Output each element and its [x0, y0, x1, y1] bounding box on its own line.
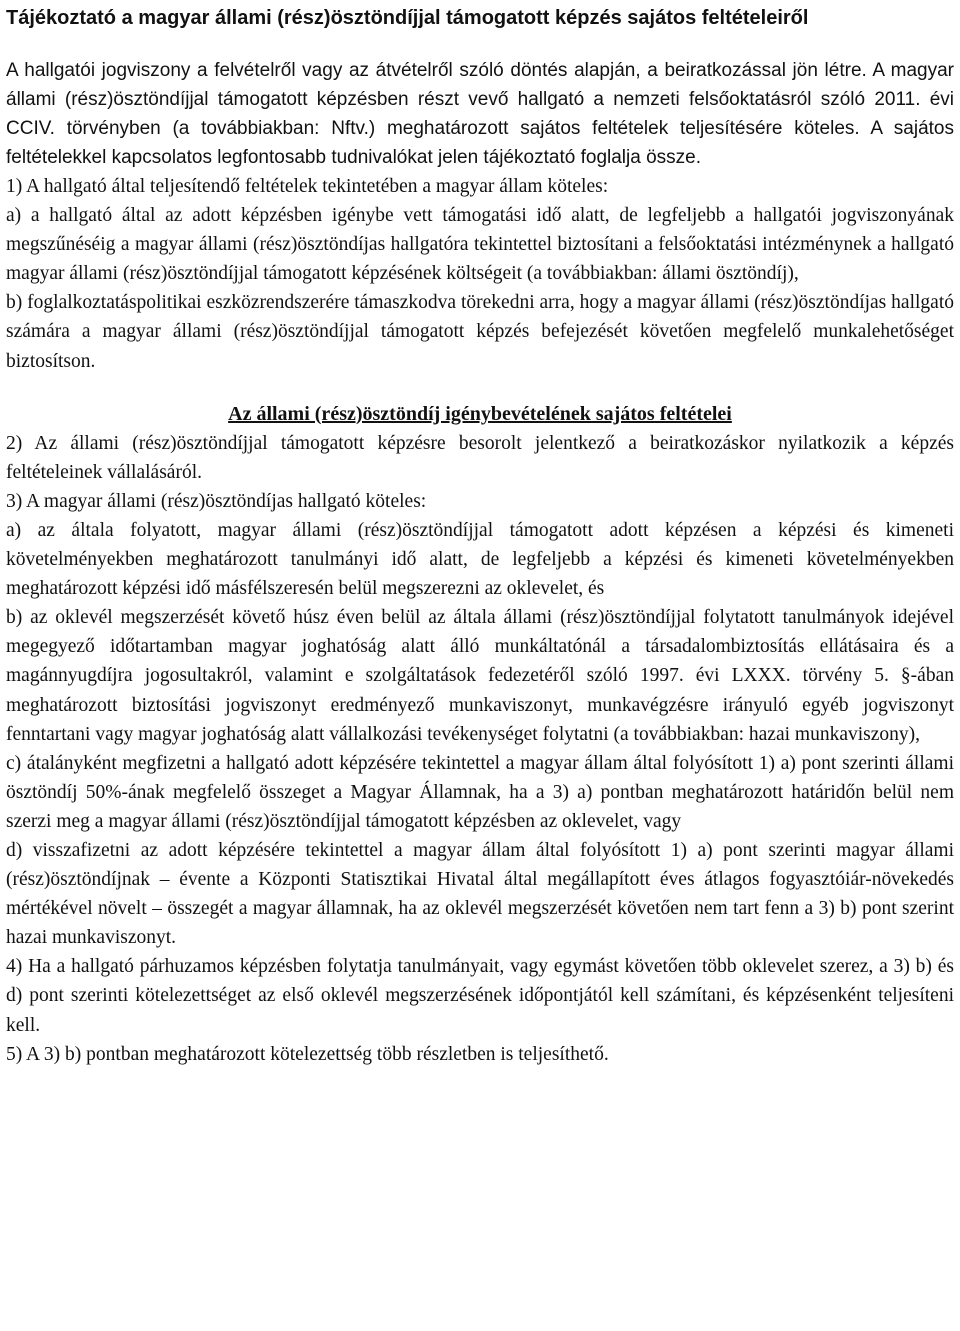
document-title: Tájékoztató a magyar állami (rész)ösztöndíjjal támogatott képzés sajátos feltételeiről [6, 7, 809, 29]
paragraph-4: 4) Ha a hallgató párhuzamos képzésben folytatja tanulmányait, vagy egymást követően több oklevelet szerez, a 3) b) és d) pont szerinti kötelezettséget az első oklevél megszerzésének időpontjától kell számítani, és képzésenként teljesíteni kell. [6, 956, 954, 1036]
paragraph-3-point-b: b) az oklevél megszerzését követő húsz éven belül az általa állami (rész)ösztöndíjjal folytatott tanulmányok idejével megegyező időtartamban magyar joghatóság alatt álló munkáltatónál a társadalombiztosítás ellátásaira és a magánnyugdíjra jogosultakról, valamint e szolgáltatások fedezetéről szóló 1997. évi LXXX. törvény 5. §-ában meghatározott biztosítási jogviszonyt eredményező munkaviszonyt, munkavégzésre irányuló egyéb jogviszonyt fenntartani vagy magyar joghatóság alatt vállalkozási tevékenységet folytatni (a továbbiakban: hazai munkaviszony), [6, 607, 954, 745]
paragraph-2: 2) Az állami (rész)ösztöndíjjal támogatott képzésre besorolt jelentkező a beiratkozáskor nyilatkozik a képzés feltételeinek vállalásáról. [6, 432, 954, 483]
paragraph-3-point-a: a) az általa folyatott, magyar állami (rész)ösztöndíjjal támogatott adott képzésen a képzési és kimeneti követelményekben meghatározott tanulmányi idő alatt, de legfeljebb a képzési és kimeneti követelményekben meghatározott képzési idő másfélszeresén belül megszerezni az oklevelet, és [6, 519, 954, 600]
section1-point-a: a) a hallgató által az adott képzésben igénybe vett támogatási idő alatt, de legfeljebb a hallgatói jogviszonyának megszűnéséig a magyar állami (rész)ösztöndíjas hallgatóra tekintettel biztosítani a felsőoktatási intézménynek a hallgató magyar állami (rész)ösztöndíjjal támogatott képzésének költségeit (a továbbiakban: állami ösztöndíj), [6, 205, 954, 285]
intro-paragraph: A hallgatói jogviszony a felvételről vagy az átvételről szóló döntés alapján, a beiratkozással jön létre. A magyar állami (rész)ösztöndíjjal támogatott képzésben részt vevő hallgató a nemzeti felsőoktatásról szóló 2011. évi CCIV. törvényben (a továbbiakban: Nftv.) meghatározott sajátos feltételek teljesítésére köteles. A sajátos feltételekkel kapcsolatos legfontosabb tudnivalókat jelen tájékoztató foglalja össze. [6, 60, 954, 168]
paragraph-3-point-c: c) átalányként megfizetni a hallgató adott képzésére tekintettel a magyar állam által folyósított 1) a) pont szerinti állami ösztöndíj 50%-ának megfelelő összeget a Magyar Államnak, ha a 3) a) pontban meghatározott határidőn belül nem szerzi meg a magyar állami (rész)ösztöndíjjal támogatott képzésben az oklevelet, vagy [6, 752, 954, 832]
section-heading: Az állami (rész)ösztöndíj igénybevételének sajátos feltételei [228, 402, 732, 425]
paragraph-3-point-d: d) visszafizetni az adott képzésére tekintettel a magyar állam által folyósított 1) a) pont szerinti magyar állami (rész)ösztöndíjnak – évente a Központi Statisztikai Hivatal által megállapított éves átlagos fogyasztóiár-növekedés mértékével növelt – összegét a magyar államnak, ha az oklevél megszerzését követően nem tart fenn a 3) b) pont szerint hazai munkaviszonyt. [6, 839, 954, 949]
section1-point-b: b) foglalkoztatáspolitikai eszközrendszerére támaszkodva törekedni arra, hogy a magyar állami (rész)ösztöndíjas hallgató számára a magyar állami (rész)ösztöndíjjal támogatott képzés befejezését követően megfelelő munkalehetőséget biztosítson. [6, 292, 954, 372]
paragraph-3-lead: 3) A magyar állami (rész)ösztöndíjas hallgató köteles: [6, 490, 427, 512]
paragraph-5: 5) A 3) b) pontban meghatározott kötelezettség több részletben is teljesíthető. [6, 1043, 609, 1065]
section1-lead: 1) A hallgató által teljesítendő feltételek tekintetében a magyar állam köteles: [6, 176, 609, 197]
